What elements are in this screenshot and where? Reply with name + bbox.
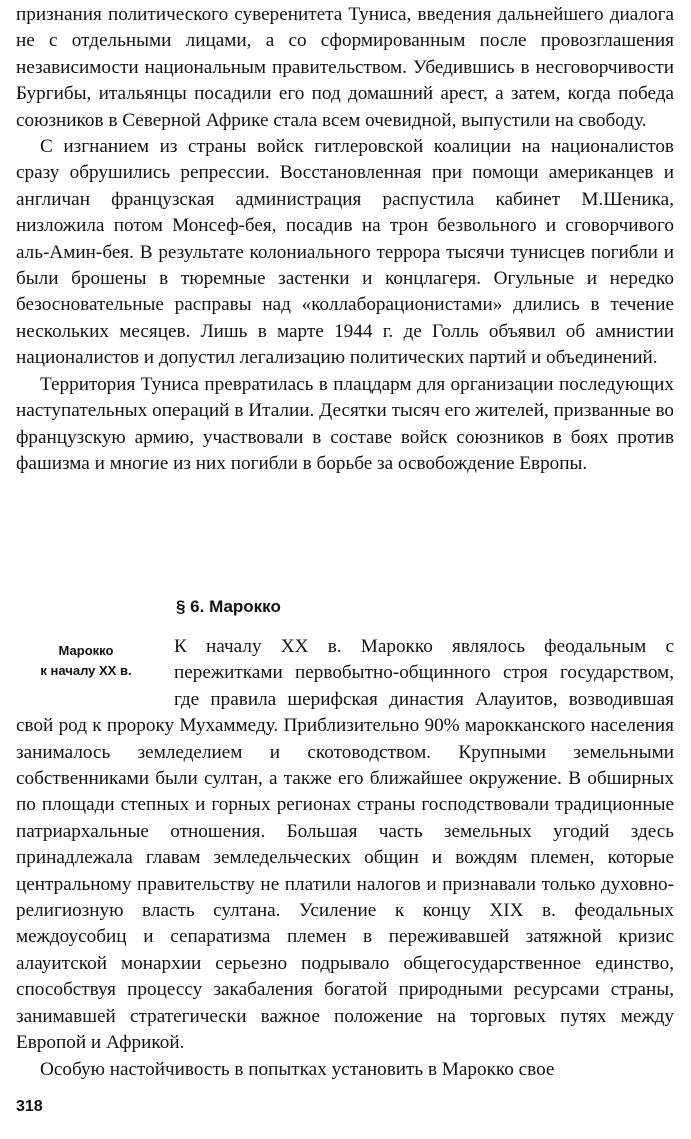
paragraph-morocco-1: К началу XX в. Марокко являлось феодальным с пережитками первобытно-общинного строя государством, где правила шерифская династия Алауитов, возводившая свой род к пророку Мухаммеду. Приблизительно 90% марокканского населения занималось земледелием и скотоводством. Крупными земельными собственниками были султан, а также его ближайшее окружение. В обширных по площади степных и горных регионах страны господствовали традиционные патриархальные отношения. Большая часть земельных угодий здесь принадлежала главам земледельческих общин и вождям племен, которые центральному правительству не платили налогов и признавали только духовно-религиозную власть султана. Усиление к концу XIX в. феодальных междоусобиц и сепаратизма племен в переживавшей затяжной кризис алауитской монархии серьезно подрывало общегосударственное единство, способствуя процессу закабаления богатой природными ресурсами страны, занимавшей стратегически важное положение на торговых путях между Европой и Африкой. bbox=[16, 636, 674, 1054]
paragraph-tunisia-2: С изгнанием из страны войск гитлеровской коалиции на националистов сразу обрушились репрессии. Восстановленная при помощи американцев и англичан французская администрация распустила кабинет М.Шеника, низложила потом Монсеф-бея, посадив на трон безвольного и сговорчивого аль-Амин-бея. В результате колониального террора тысячи тунисцев погибли и были брошены в тюремные застенки и концлагеря. Огульные и нередко безосновательные расправы над «коллаборационистами» длились в течение нескольких месяцев. Лишь в марте 1944 г. де Голль объявил об амнистии националистов и допустил легализацию политических партий и объединений. bbox=[16, 136, 674, 369]
paragraph-morocco-2: Особую настойчивость в попытках установить в Марокко свое bbox=[40, 1058, 555, 1080]
section-title: § 6. Марокко bbox=[176, 597, 281, 616]
paragraph-tunisia-3: Территория Туниса превратилась в плацдарм для организации последующих наступательных операций в Италии. Десятки тысяч его жителей, призванные во французскую армию, участвовали в составе войск союзников в боях против фашизма и многие из них погибли в борьбе за освобождение Европы. bbox=[16, 373, 674, 474]
page-number: 318 bbox=[16, 1098, 43, 1115]
paragraph-tunisia-1: признания политического суверенитета Туниса, введения дальнейшего диалога не с отдельными лицами, а со сформированным после провозглашения независимости национальным правительством. Убедившись в несговорчивости Бургибы, итальянцы посадили его под домашний арест, а затем, когда победа союзников в Северной Африке стала всем очевидной, выпустили на свободу. bbox=[16, 4, 674, 131]
book-page bbox=[16, 2, 674, 1080]
margin-note-line-2: к началу XX в. bbox=[40, 663, 132, 678]
margin-note-space bbox=[16, 634, 174, 713]
section-body bbox=[16, 634, 674, 1083]
margin-note-line-1: Марокко bbox=[58, 643, 114, 658]
